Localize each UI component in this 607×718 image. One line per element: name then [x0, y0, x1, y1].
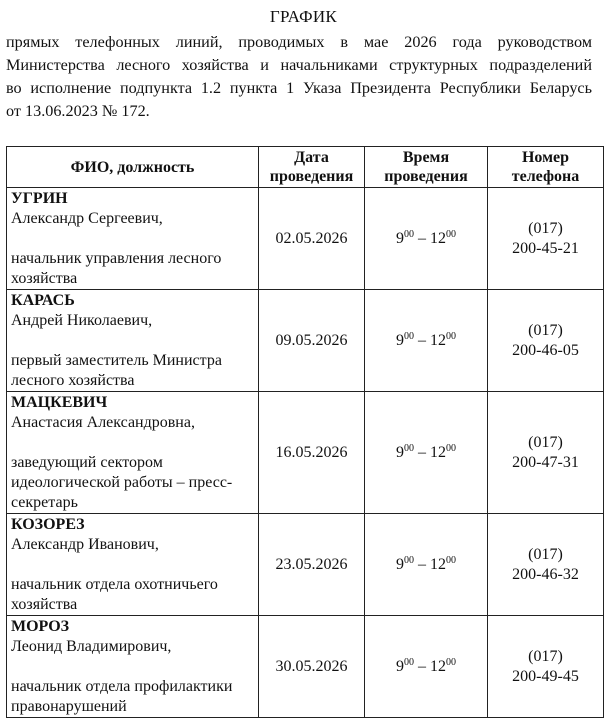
header-phone-label: Номер телефона — [511, 149, 580, 185]
phone-code: (017) — [528, 321, 563, 339]
table-row — [7, 188, 604, 290]
document-title: ГРАФИК — [269, 7, 338, 26]
person-position: начальник отдела профилактики правонарушений — [11, 678, 233, 715]
phone-number: 200-46-32 — [512, 565, 579, 583]
person-position: начальник отдела охотничьего хозяйства — [11, 576, 218, 613]
time-end: 12 — [430, 657, 446, 675]
person-position: первый заместитель Министра лесного хозяйства — [11, 352, 222, 389]
time-cell — [365, 392, 488, 514]
time-start: 9 — [396, 657, 404, 675]
person-given-name: Александр Сергеевич, — [11, 210, 163, 227]
date-cell — [259, 290, 365, 392]
time-start-minutes: 00 — [404, 228, 414, 240]
person-position: начальник управления лесного хозяйства — [11, 250, 222, 287]
time-end-minutes: 00 — [446, 330, 456, 342]
table-row — [7, 290, 604, 392]
name-cell — [7, 514, 259, 616]
phone-cell — [488, 514, 604, 616]
time-separator: – — [414, 555, 430, 573]
session-date: 30.05.2026 — [275, 657, 348, 675]
time-end: 12 — [430, 229, 446, 247]
name-cell — [7, 290, 259, 392]
phone-code: (017) — [528, 219, 563, 237]
table-row — [7, 616, 604, 718]
session-date: 09.05.2026 — [275, 331, 348, 349]
time-start: 9 — [396, 331, 404, 349]
table-header-row — [7, 147, 604, 188]
phone-code: (017) — [528, 647, 563, 665]
time-end-minutes: 00 — [446, 656, 456, 668]
time-cell — [365, 290, 488, 392]
person-surname: МОРОЗ — [11, 618, 70, 635]
person-given-name: Андрей Николаевич, — [11, 312, 153, 329]
time-start: 9 — [396, 443, 404, 461]
time-start: 9 — [396, 555, 404, 573]
phone-cell — [488, 188, 604, 290]
person-surname: МАЦКЕВИЧ — [11, 394, 108, 411]
name-cell — [7, 616, 259, 718]
header-time-label: Время проведения — [384, 149, 468, 185]
phone-code: (017) — [528, 545, 563, 563]
session-date: 02.05.2026 — [275, 229, 348, 247]
session-date: 23.05.2026 — [275, 555, 348, 573]
time-separator: – — [414, 331, 430, 349]
table-row — [7, 392, 604, 514]
session-date: 16.05.2026 — [275, 443, 348, 461]
time-separator: – — [414, 443, 430, 461]
header-name: ФИО, должность — [7, 147, 259, 188]
person-surname: КАРАСЬ — [11, 292, 75, 309]
time-end-minutes: 00 — [446, 554, 456, 566]
person-surname: УГРИН — [11, 190, 68, 207]
time-separator: – — [414, 657, 430, 675]
table-row — [7, 514, 604, 616]
table-body — [7, 188, 604, 718]
time-start: 9 — [396, 229, 404, 247]
phone-code: (017) — [528, 433, 563, 451]
time-end: 12 — [430, 443, 446, 461]
time-end-minutes: 00 — [446, 442, 456, 454]
time-end: 12 — [430, 555, 446, 573]
header-phone — [488, 147, 604, 188]
date-cell — [259, 616, 365, 718]
header-time — [365, 147, 488, 188]
intro-line: Министерства лесного хозяйства и начальниками структурных подразделений — [6, 56, 592, 74]
time-start-minutes: 00 — [404, 330, 414, 342]
intro-line: во исполнение подпункта 1.2 пункта 1 Указа Президента Республики Беларусь — [6, 79, 592, 97]
time-start-minutes: 00 — [404, 442, 414, 454]
person-given-name: Леонид Владимирович, — [11, 638, 172, 655]
header-date — [259, 147, 365, 188]
time-separator: – — [414, 229, 430, 247]
intro-line: от 13.06.2023 № 172. — [6, 102, 150, 120]
phone-number: 200-46-05 — [512, 341, 579, 359]
time-cell — [365, 616, 488, 718]
person-position: заведующий сектором идеологической работы – пресс-секретарь — [11, 454, 233, 511]
date-cell — [259, 514, 365, 616]
time-start-minutes: 00 — [404, 656, 414, 668]
phone-number: 200-45-21 — [512, 239, 579, 257]
time-end: 12 — [430, 331, 446, 349]
person-given-name: Анастасия Александровна, — [11, 414, 195, 431]
date-cell — [259, 392, 365, 514]
person-surname: КОЗОРЕЗ — [11, 516, 85, 533]
phone-number: 200-49-45 — [512, 667, 579, 685]
intro-paragraph — [6, 31, 592, 123]
header-date-label: Дата проведения — [269, 149, 354, 185]
phone-number: 200-47-31 — [512, 453, 579, 471]
time-end-minutes: 00 — [446, 228, 456, 240]
date-cell — [259, 188, 365, 290]
intro-line: прямых телефонных линий, проводимых в мае 2026 года руководством — [6, 33, 592, 51]
schedule-table — [6, 146, 604, 718]
phone-cell — [488, 290, 604, 392]
time-start-minutes: 00 — [404, 554, 414, 566]
phone-cell — [488, 392, 604, 514]
name-cell — [7, 188, 259, 290]
time-cell — [365, 188, 488, 290]
person-given-name: Александр Иванович, — [11, 536, 159, 553]
time-cell — [365, 514, 488, 616]
phone-cell — [488, 616, 604, 718]
name-cell — [7, 392, 259, 514]
